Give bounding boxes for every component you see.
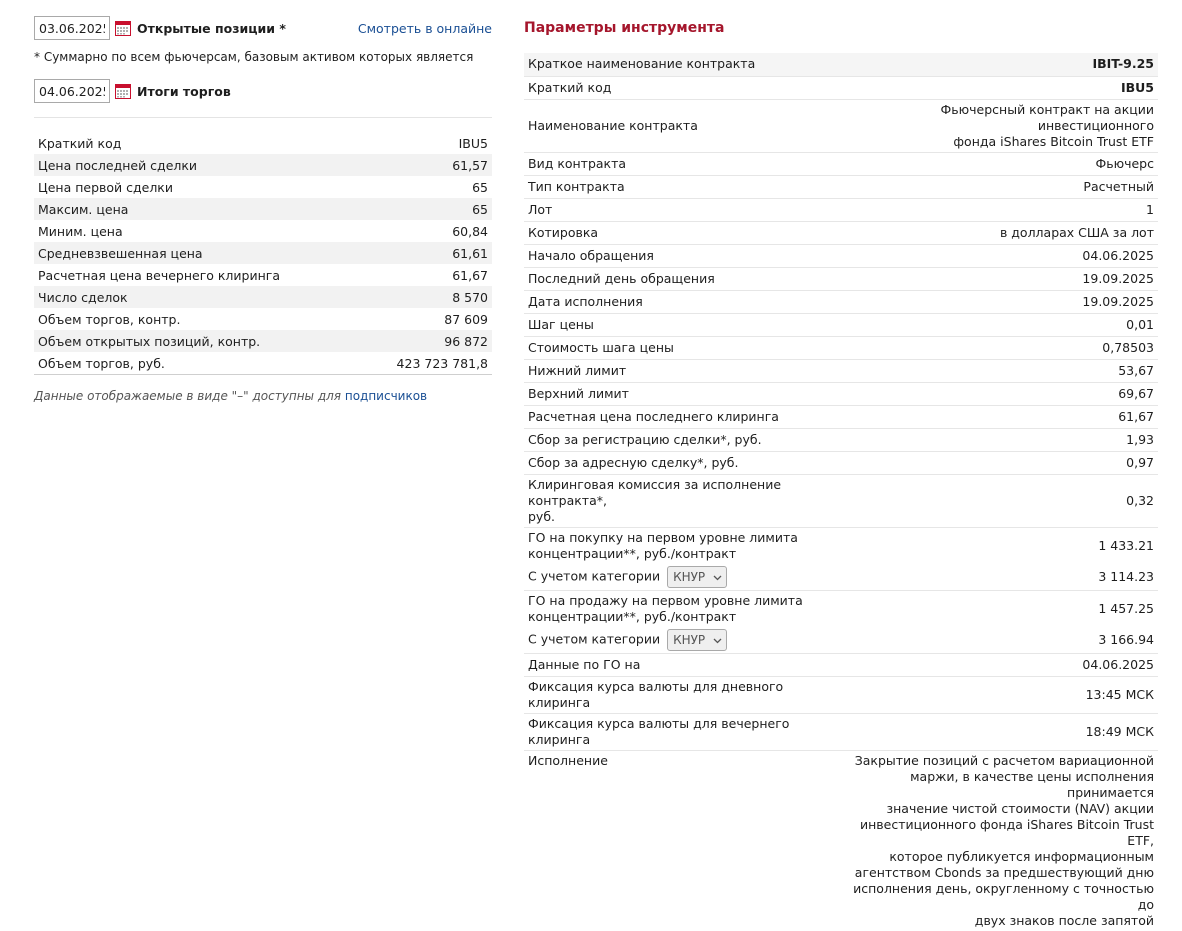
table-row xyxy=(524,474,1158,527)
view-online-link[interactable]: Смотреть в онлайне xyxy=(357,20,492,36)
section-title: Параметры инструмента xyxy=(524,20,725,36)
param-label: Котировка xyxy=(524,221,834,244)
divider xyxy=(34,117,492,118)
row-label: Миним. цена xyxy=(38,223,123,239)
table-row xyxy=(524,221,1158,244)
table-row xyxy=(34,176,492,198)
table-row xyxy=(524,564,1158,591)
chevron-down-icon xyxy=(713,569,722,585)
param-value: Фьючерс xyxy=(834,152,1158,175)
param-value-line: агентством Cbonds за предшествующий дню xyxy=(854,864,1154,880)
param-value: 0,97 xyxy=(834,451,1158,474)
param-value: 04.06.2025 xyxy=(834,244,1158,267)
param-label-line: концентрации**, руб./контракт xyxy=(528,608,737,624)
param-label: Сбор за адресную сделку*, руб. xyxy=(524,451,834,474)
table-row xyxy=(524,750,1158,931)
calendar-icon[interactable] xyxy=(115,20,131,36)
row-label: Объем торгов, контр. xyxy=(38,311,181,327)
param-value-line: двух знаков после запятой xyxy=(974,912,1154,928)
param-label: Нижний лимит xyxy=(524,359,834,382)
table-row xyxy=(524,713,1158,750)
open-positions-note: * Суммарно по всем фьючерсам, базовым активом которых является xyxy=(34,50,474,64)
row-value: 96 872 xyxy=(362,330,492,352)
param-value-line: значение чистой стоимости (NAV) акции xyxy=(886,800,1154,816)
param-label-line: руб. xyxy=(528,508,556,524)
param-value-line: маржи, в качестве цены исполнения принимается xyxy=(910,768,1154,800)
table-row xyxy=(34,220,492,242)
table-row xyxy=(34,154,492,176)
param-value-line: инвестиционного фонда iShares Bitcoin Trust ETF, xyxy=(859,816,1154,848)
param-value: 61,67 xyxy=(834,405,1158,428)
table-row xyxy=(524,53,1158,76)
row-label: Объем открытых позиций, контр. xyxy=(34,330,362,352)
open-positions-row xyxy=(34,16,492,40)
table-row xyxy=(524,152,1158,175)
param-label: Шаг цены xyxy=(524,313,834,336)
table-row xyxy=(34,242,492,264)
param-label: Исполнение xyxy=(528,752,608,768)
param-value: 19.09.2025 xyxy=(834,290,1158,313)
table-row xyxy=(524,267,1158,290)
row-label: Максим. цена xyxy=(34,198,362,220)
param-value: IBIT-9.25 xyxy=(834,53,1158,76)
param-value: 3 114.23 xyxy=(834,564,1158,591)
param-value: 0,32 xyxy=(834,474,1158,527)
table-row xyxy=(34,132,492,154)
param-label: Последний день обращения xyxy=(524,267,834,290)
table-row xyxy=(524,428,1158,451)
row-value: 61,67 xyxy=(452,267,488,283)
param-value: 1 xyxy=(834,198,1158,221)
table-row xyxy=(524,590,1158,627)
table-row xyxy=(524,336,1158,359)
param-label: Стоимость шага цены xyxy=(524,336,834,359)
category-select-value: КНУР xyxy=(673,569,706,584)
param-value: IBU5 xyxy=(834,76,1158,99)
footnote-text: Данные отображаемые в виде "–" доступны для xyxy=(34,389,342,403)
param-label xyxy=(524,474,834,527)
category-select-value: КНУР xyxy=(673,632,706,647)
table-row xyxy=(524,290,1158,313)
param-label: Сбор за регистрацию сделки*, руб. xyxy=(524,428,834,451)
row-label: Краткий код xyxy=(38,135,122,151)
category-label: С учетом категории xyxy=(528,568,661,583)
table-row xyxy=(524,527,1158,564)
category-select[interactable] xyxy=(667,629,727,651)
trade-results-row xyxy=(34,79,492,103)
param-value-line: фонда iShares Bitcoin Trust ETF xyxy=(953,133,1154,149)
trade-results-title: Итоги торгов xyxy=(137,83,231,99)
param-label xyxy=(524,627,834,654)
row-label: Расчетная цена вечернего клиринга xyxy=(38,267,280,283)
row-label: Объем торгов, руб. xyxy=(38,355,165,371)
param-value: 3 166.94 xyxy=(834,627,1158,654)
table-row xyxy=(34,264,492,286)
param-label-line: Клиринговая комиссия за исполнение контракта*, xyxy=(528,476,782,508)
chevron-down-icon xyxy=(713,632,722,648)
param-label xyxy=(524,590,834,627)
param-value: 1 457.25 xyxy=(1098,600,1154,616)
table-row xyxy=(524,451,1158,474)
row-value: 61,61 xyxy=(362,242,492,264)
param-label: Наименование контракта xyxy=(524,99,834,152)
param-value: Расчетный xyxy=(834,175,1158,198)
row-label: Число сделок xyxy=(34,286,362,308)
table-row xyxy=(34,286,492,308)
left-panel xyxy=(34,16,492,403)
param-label: Начало обращения xyxy=(524,244,834,267)
calendar-icon[interactable] xyxy=(115,83,131,99)
param-label: Краткое наименование контракта xyxy=(524,53,834,76)
row-value: 423 723 781,8 xyxy=(396,355,488,371)
row-value: 8 570 xyxy=(362,286,492,308)
param-value: 0,01 xyxy=(834,313,1158,336)
trade-results-date-input[interactable] xyxy=(34,79,110,103)
row-label: Цена первой сделки xyxy=(38,179,173,195)
param-label: Фиксация курса валюты для дневного клиринга xyxy=(524,676,834,713)
table-row xyxy=(34,352,492,374)
category-select[interactable] xyxy=(667,566,727,588)
param-value-line: исполнения день, округленному с точностью до xyxy=(853,880,1154,912)
row-label: Цена последней сделки xyxy=(34,154,362,176)
table-row xyxy=(524,405,1158,428)
param-value: 0,78503 xyxy=(834,336,1158,359)
param-label: Расчетная цена последнего клиринга xyxy=(524,405,834,428)
param-value: в долларах США за лот xyxy=(834,221,1158,244)
param-value: 19.09.2025 xyxy=(834,267,1158,290)
open-positions-date-input[interactable] xyxy=(34,16,110,40)
param-value: 53,67 xyxy=(834,359,1158,382)
table-row xyxy=(524,313,1158,336)
open-positions-title: Открытые позиции * xyxy=(137,20,286,36)
row-value: 65 xyxy=(472,179,488,195)
param-label xyxy=(524,527,834,564)
param-label: Вид контракта xyxy=(524,152,834,175)
param-label: Краткий код xyxy=(524,76,834,99)
param-value xyxy=(834,99,1158,152)
table-row xyxy=(524,175,1158,198)
param-value xyxy=(834,750,1158,931)
table-row xyxy=(34,198,492,220)
param-value-line: Закрытие позиций с расчетом вариационной xyxy=(854,752,1154,768)
table-row xyxy=(34,308,492,330)
divider xyxy=(34,374,492,375)
table-row xyxy=(524,653,1158,676)
subscribers-footnote xyxy=(34,389,492,403)
param-label: Фиксация курса валюты для вечернего клиринга xyxy=(524,713,834,750)
table-row xyxy=(524,198,1158,221)
param-label-line: ГО на покупку на первом уровне лимита xyxy=(528,529,798,545)
row-value: IBU5 xyxy=(458,135,488,151)
subscribers-link[interactable]: подписчиков xyxy=(344,389,428,403)
instrument-parameters-table xyxy=(524,53,1158,931)
param-value-line: которое публикуется информационным xyxy=(889,848,1154,864)
table-row xyxy=(524,676,1158,713)
param-label-line: концентрации**, руб./контракт xyxy=(528,545,737,561)
param-value: 1,93 xyxy=(834,428,1158,451)
param-value: 69,67 xyxy=(834,382,1158,405)
param-label: Лот xyxy=(524,198,834,221)
param-value: 18:49 МСК xyxy=(834,713,1158,750)
param-label xyxy=(524,564,834,591)
row-value: 60,84 xyxy=(452,223,488,239)
table-row xyxy=(524,359,1158,382)
param-label-line: ГО на продажу на первом уровне лимита xyxy=(528,592,803,608)
row-label: Средневзвешенная цена xyxy=(34,242,362,264)
table-row xyxy=(524,99,1158,152)
table-row xyxy=(524,382,1158,405)
trade-results-table xyxy=(34,132,492,374)
row-value: 61,57 xyxy=(362,154,492,176)
table-row xyxy=(524,627,1158,654)
param-value-line: Фьючерсный контракт на акции инвестиционного xyxy=(940,101,1154,133)
table-row xyxy=(524,76,1158,99)
table-row xyxy=(34,330,492,352)
row-value: 87 609 xyxy=(444,311,488,327)
instrument-parameters-panel xyxy=(524,20,1158,931)
param-label: Тип контракта xyxy=(524,175,834,198)
category-label: С учетом категории xyxy=(528,631,661,646)
param-label: Дата исполнения xyxy=(524,290,834,313)
param-label: Данные по ГО на xyxy=(524,653,834,676)
param-label: Верхний лимит xyxy=(524,382,834,405)
param-value: 13:45 МСК xyxy=(834,676,1158,713)
row-value: 65 xyxy=(362,198,492,220)
param-value: 04.06.2025 xyxy=(834,653,1158,676)
table-row xyxy=(524,244,1158,267)
param-value: 1 433.21 xyxy=(1098,537,1154,553)
